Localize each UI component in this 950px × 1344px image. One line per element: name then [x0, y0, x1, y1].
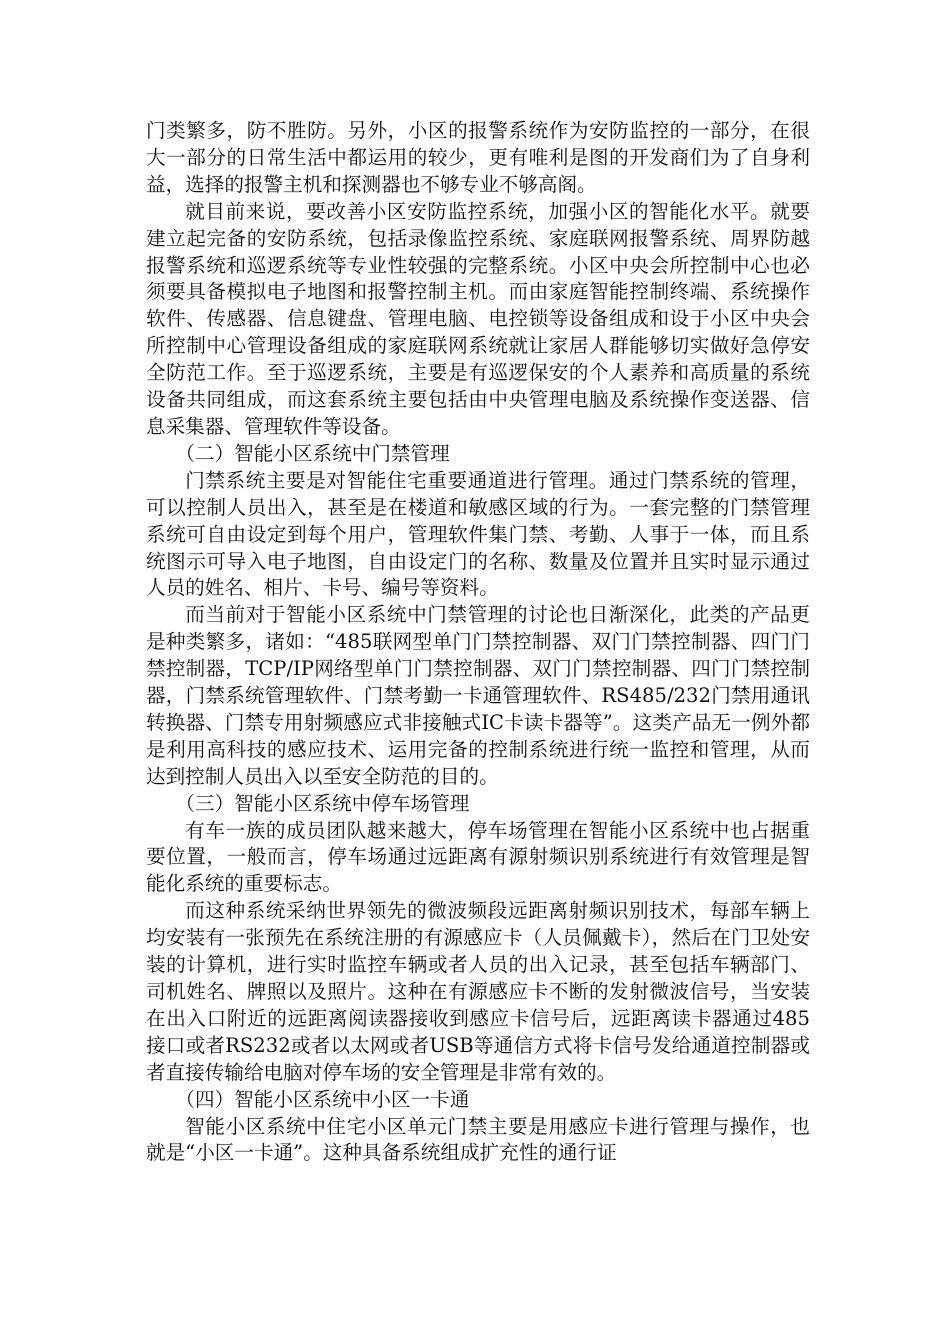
document-page	[146, 118, 810, 1167]
paragraph-one-card: 智能小区系统中住宅小区单元门禁主要是用感应卡进行管理与操作，也就是“小区一卡通”。这种具备系统组成扩充性的通行证	[146, 1114, 810, 1165]
paragraph-security-monitoring: 就目前来说，要改善小区安防监控系统，加强小区的智能化水平。就要建立起完备的安防系统，包括录像监控系统、家庭联网报警系统、周界防越报警系统和巡逻系统等专业性较强的完整系统。小区中央会所控制中心也必须要具备模拟电子地图和报警控制主机。而由家庭智能控制终端、系统操作软件、传感器、信息键盘、管理电脑、电控锁等设备组成和设于小区中央会所控制中心管理设备组成的家庭联网系统就让家居人群能够切实做好急停安全防范工作。至于巡逻系统，主要是有巡逻保安的个人素养和高质量的系统设备共同组成，而这套系统主要包括由中央管理电脑及系统操作变送器、信息采集器、管理软件等设备。	[146, 199, 810, 438]
paragraph-alarm-system-continued: 门类繁多，防不胜防。另外，小区的报警系统作为安防监控的一部分，在很大一部分的日常生活中都运用的较少，更有唯利是图的开发商们为了自身利益，选择的报警主机和探测器也不够专业不够高阁。	[146, 119, 810, 196]
paragraph-access-control-products: 而当前对于智能小区系统中门禁管理的讨论也日渐深化，此类的产品更是种类繁多，诸如：“485联网型单门门禁控制器、双门门禁控制器、四门门禁控制器，TCP/IP网络型单门门禁控制器、双门门禁控制器、四门门禁控制器，门禁系统管理软件、门禁考勤一卡通管理软件、RS485/232门禁用通讯转换器、门禁专用射频感应式非接触式IC卡读卡器等”。这类产品无一例外都是利用高科技的感应技术、运用完备的控制系统进行统一监控和管理，从而达到控制人员出入以至安全防范的目的。	[146, 603, 810, 788]
paragraph-parking-intro: 有车一族的成员团队越来越大，停车场管理在智能小区系统中也占据重要位置，一般而言，停车场通过远距离有源射频识别系统进行有效管理是智能化系统的重要标志。	[146, 818, 810, 896]
section-heading-one-card: （四）智能小区系统中小区一卡通	[175, 1087, 470, 1111]
section-heading-parking: （三）智能小区系统中停车场管理	[175, 791, 470, 815]
paragraph-parking-rfid: 而这种系统采纳世界领先的微波频段远距离射频识别技术，每部车辆上均安装有一张预先在系统注册的有源感应卡（人员佩戴卡），然后在门卫处安装的计算机，进行实时监控车辆或者人员的出入记录，甚至包括车辆部门、司机姓名、牌照以及照片。这种在有源感应卡不断的发射微波信号，当安装在出入口附近的远距离阅读器接收到感应卡信号后，远距离读卡器通过485接口或者RS232或者以太网或者USB等通信方式将卡信号发给通道控制器或者直接传输给电脑对停车场的安全管理是非常有效的。	[146, 899, 810, 1084]
section-heading-access-control: （二）智能小区系统中门禁管理	[175, 441, 450, 465]
paragraph-access-control-intro: 门禁系统主要是对智能住宅重要通道进行管理。通过门禁系统的管理，可以控制人员出入，甚至是在楼道和敏感区域的行为。一套完整的门禁管理系统可自由设定到每个用户，管理软件集门禁、考勤、人事于一体，而且系统图示可导入电子地图，自由设定门的名称、数量及位置并且实时显示通过人员的姓名、相片、卡号、编号等资料。	[146, 468, 810, 600]
